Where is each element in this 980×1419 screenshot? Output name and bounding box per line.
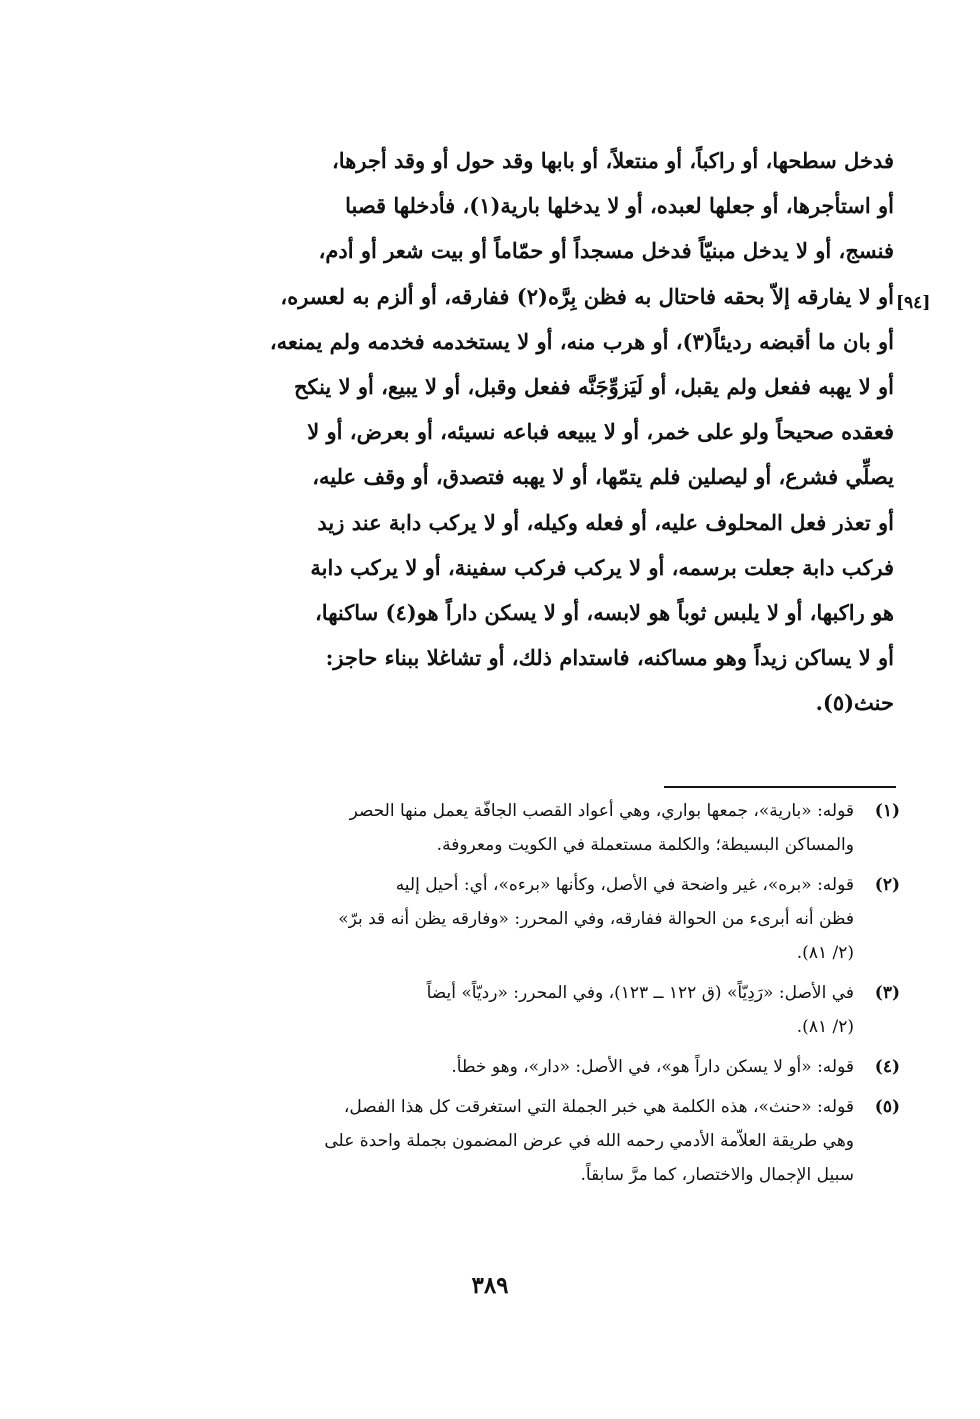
footnote (166, 1050, 900, 1084)
footnote-body (166, 868, 854, 970)
footnote-number: (٢) (874, 875, 900, 895)
footnote-number: (١) (874, 801, 900, 821)
main-text-line: أو لا يساكن زيداً وهو مساكنه، فاستدام ذلك، أو تشاغلا ببناء حاجز: (325, 645, 894, 671)
footnote-line: فظن أنه أبرىء من الحوالة ففارقه، وفي المحرر: «وفارقه يظن أنه قد برّ» (338, 909, 854, 929)
footnote-body (166, 794, 854, 862)
footnote-line: قوله: «حنث»، هذه الكلمة هي خبر الجملة التي استغرقت كل هذا الفصل، (343, 1097, 854, 1117)
main-text-line: أو لا يهبه ففعل ولم يقبل، أو لَيَزوِّجَنَّه ففعل وقبل، أو لا يبيع، أو لا ينكح (293, 373, 894, 399)
footnote-line: سبيل الإجمال والاختصار، كما مرَّ سابقاً. (580, 1165, 854, 1185)
main-text-line: أو بان ما أقبضه رديئاً(٣)، أو هرب منه، أو لا يستخدمه فخدمه ولم يمنعه، (269, 328, 894, 354)
page-number: ٣٨٩ (471, 1272, 509, 1299)
footnote-line: (٢/ ٨١). (796, 1017, 854, 1037)
footnote-number: (٣) (874, 983, 900, 1003)
footnote-line: (٢/ ٨١). (796, 943, 854, 963)
footnote-body (166, 1090, 854, 1192)
footnote-line: وهي طريقة العلاّمة الأدمي رحمه الله في عرض المضمون بجملة واحدة على (324, 1131, 854, 1151)
main-text-line: فركب دابة جعلت برسمه، أو لا يركب فركب سفينة، أو لا يركب دابة (310, 554, 894, 580)
main-text-line: أو استأجرها، أو جعلها لعبده، أو لا يدخلها بارية(١)، فأدخلها قصبا (345, 193, 894, 219)
main-text-line: أو لا يفارقه إلاّ بحقه فاحتال به فظن بِرَّه(٢) ففارقه، أو ألزم به لعسره، (280, 283, 894, 309)
footnote (166, 794, 900, 862)
main-text-line: حنث(٥). (815, 690, 894, 716)
footnote-number: (٥) (874, 1097, 900, 1117)
footnote-separator (664, 786, 896, 788)
footnote (166, 868, 900, 970)
footnote (166, 1090, 900, 1192)
main-text-line: أو تعذر فعل المحلوف عليه، أو فعله وكيله، أو لا يركب دابة عند زيد (317, 509, 894, 535)
main-text-line: فنسج، أو لا يدخل مبنيّاً فدخل مسجداً أو حمّاماً أو بيت شعر أو أدم، (318, 238, 894, 264)
footnote-body (166, 976, 854, 1044)
footnote-line: والمساكن البسيطة؛ والكلمة مستعملة في الكويت ومعروفة. (436, 835, 854, 855)
main-text-line: فعقده صحيحاً ولو على خمر، أو لا يبيعه فباعه نسيئه، أو بعرض، أو لا (307, 419, 894, 445)
footnote-line: قوله: «أو لا يسكن داراً هو»، في الأصل: «دار»، وهو خطأ. (451, 1057, 854, 1077)
footnote (166, 976, 900, 1044)
main-text-line: هو راكبها، أو لا يلبس ثوباً هو لابسه، أو لا يسكن داراً هو(٤) ساكنها، (315, 599, 894, 625)
footnote-line: قوله: «بره»، غير واضحة في الأصل، وكأنها «برءه»، أي: أحيل إليه (395, 875, 854, 895)
footnote-number: (٤) (874, 1057, 900, 1077)
margin-page-reference: [٩٤] (896, 293, 931, 313)
footnote-line: قوله: «بارية»، جمعها بواري، وهي أعواد القصب الجافّة يعمل منها الحصر (349, 801, 854, 821)
main-text (178, 138, 894, 725)
main-text-line: يصلِّي فشرع، أو ليصلين فلم يتمّها، أو لا يهبه فتصدق، أو وقف عليه، (312, 464, 894, 490)
footnote-line: في الأصل: «رَدِيّاً» (ق ١٢٢ ــ ١٢٣)، وفي المحرر: «رديّاً» أيضاً (426, 983, 854, 1003)
footnote-body (166, 1050, 854, 1084)
main-text-line: فدخل سطحها، أو راكباً، أو منتعلاً، أو بابها وقد حول أو وقد أجرها، (332, 148, 894, 173)
footnotes (166, 794, 900, 1198)
